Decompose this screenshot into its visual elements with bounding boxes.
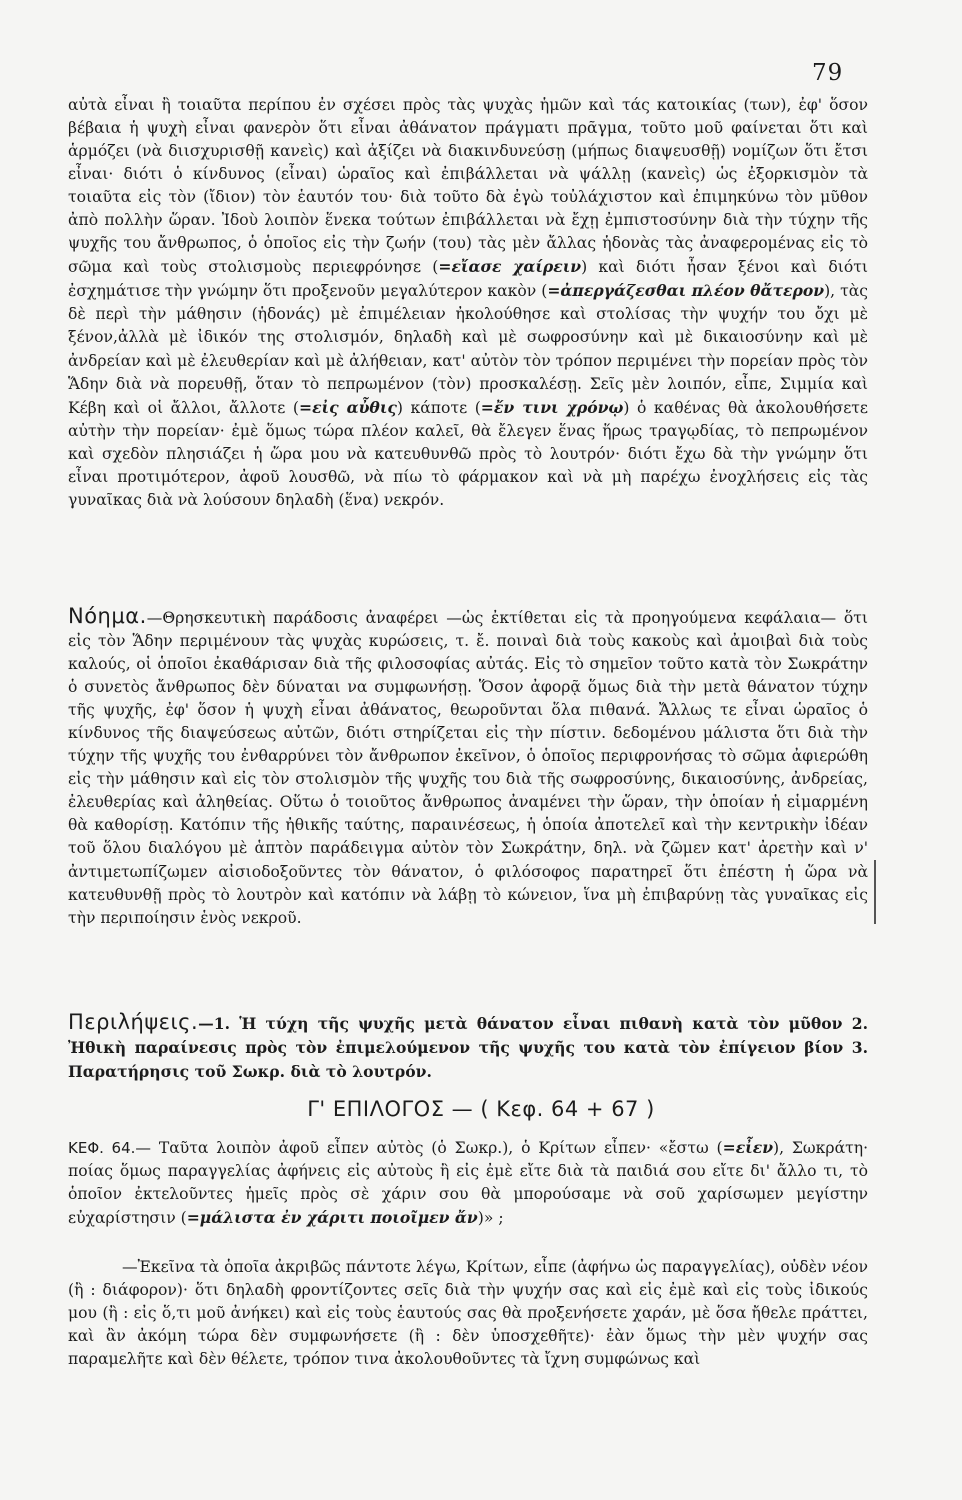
chapter-text-c: )» ; xyxy=(477,1209,504,1228)
summary-label: Περιλήψεις. xyxy=(68,1010,199,1034)
epilogue-heading-text: Γ' ΕΠΙΛΟΓΟΣ — ( Κεφ. 64 + 67 ) xyxy=(307,1097,655,1121)
chapter-text-b: ), Σωκράτη· ποίας ὅμως παραγγελίας ἀφήνεις εἰς αὐτοὺς ἢ εἰς ἐμὲ εἴτε διὰ τὰ παιδιά σου εἴτε δι' ἄλλο τι, τὸ ὁποῖον ἐκτελοῦντες ἡμεῖς πρὸς σὲ χάριν σου θὰ μπορούσαμε νὰ σοῦ χαρίσωμεν μεγίστην εὐχαρίστησιν ( xyxy=(68,1139,869,1228)
noema-paragraph xyxy=(68,605,868,930)
paragraph-main-text xyxy=(68,94,868,512)
gloss-eis-authis: =εἰς αὖθις xyxy=(299,397,397,417)
gloss-eien: =εἶεν xyxy=(722,1138,774,1157)
summary-text: —1. Ἡ τύχη τῆς ψυχῆς μετὰ θάνατον εἶναι πιθανὴ κατὰ τὸν μῦθον 2. Ἠθικὴ παραίνεσις πρὸς τὸν ἐπιμελούμενον τῆς ψυχῆς του κατὰ τὸν ἐπίγειον βίον 3. Παρατήρησις τοῦ Σωκρ. διὰ τὸ λουτρόν. xyxy=(68,1014,868,1082)
gloss-en-tini-chrono: =ἔν τινι χρόνῳ xyxy=(480,397,624,417)
paragraph-1-part-c: ), τὰς δὲ περὶ τὴν μάθησιν (ἡδονάς) μὲ ἐπιμέλειαν ἠκολούθησε καὶ στολίσας τὴν ψυχήν του ὄχι μὲ ξένον,ἀλλὰ μὲ ἰδικόν της στολισμόν, δηλαδὴ καὶ μὲ σωφροσύνην καὶ μὲ δικαιοσύνην καὶ μὲ ἀνδρείαν καὶ μὲ ἐλευθερίαν καὶ μὲ ἀλήθειαν, κατ' αὐτὸν τὸν τρόπον περιμένει τὴν πορείαν πρὸς τὸν Ἅδην διὰ νὰ πορευθῇ, ὅταν τὸ πεπρωμένον (τὸν) προσκαλέσῃ. Σεῖς μὲν λοιπόν, εἶπε, Σιμμία καὶ Κέβη καὶ οἱ ἄλλοι, ἄλλοτε ( xyxy=(68,282,868,417)
noema-label: Νόημα. xyxy=(68,604,147,628)
margin-mark xyxy=(874,860,879,924)
chapter-label: ΚΕΦ. 64. xyxy=(68,1139,136,1157)
paragraph-1-part-d: ) κάποτε ( xyxy=(396,398,481,417)
noema-text: —Θρησκευτικὴ παράδοσις ἀναφέρει —ὡς ἐκτίθεται εἰς τὰ προηγούμενα κεφάλαια— ὅτι εἰς τὸν Ἅδην περιμένουν τὰς ψυχὰς κυρώσεις, τ. ἔ. ποιναὶ διὰ τοὺς κακοὺς καὶ ἀμοιβαὶ διὰ τοὺς καλούς, οἱ ὁποῖοι ἐκαθάρισαν διὰ τῆς φιλοσοφίας αὐτάς. Εἰς τὸ σημεῖον τοῦτο κατὰ τὸν Σωκράτην ὁ συνετὸς ἄνθρωπος δὲν δύναται να συμφωνήσῃ. Ὅσον ἀφορᾷ ὅμως διὰ τὴν μετὰ θάνατον τύχην τῆς ψυχῆς, ἐφ' ὅσον ἡ ψυχὴ εἶναι ἀθάνατος, θεωροῦνται ὅλα πιθανά. Ἄλλως τε εἶναι ὡραῖος ὁ κίνδυνος τῆς διαψεύσεως αὐτῶν, διότι στηρίζεται εἰς τὴν πίστιν. δεδομένου μάλιστα ὅτι διὰ τὴν τύχην τῆς ψυχῆς του ἐνθαρρύνει τὸν ἄνθρωπον ἐκεῖνον, ὁ ὁποῖος περιφρονήσας τὸ σῶμα ἀφιερώθη εἰς τὴν μάθησιν καὶ εἰς τὸν στολισμὸν τῆς ψυχῆς του διὰ τῆς σωφροσύνης, δικαιοσύνης, ἀνδρείας, ἐλευθερίας καὶ ἀληθείας. Οὕτω ὁ τοιοῦτος ἄνθρωπος ἀναμένει τὴν ὥραν, τὴν ὁποίαν ἡ εἱμαρμένη θὰ καθορίσῃ. Κατόπιν τῆς ἠθικῆς ταύτης, παραινέσεως, ἡ ὁποία ἀποτελεῖ καὶ τὴν κεντρικὴν ἰδέαν τοῦ ὅλου διαλόγου μὲ ἁπτὸν παράδειγμα αὐτὸν τὸν Σωκράτην, δηλ. νὰ ζῶμεν κατ' ἀρετὴν καὶ ν' ἀντιμετωπίζωμεν αἰσιοδοξοῦντες τὸν θάνατον, ὁ φιλόσοφος παρατηρεῖ ὅτι ἐπέστη ἡ ὥρα νὰ κατευθυνθῇ πρὸς τὸ λουτρὸν καὶ κατόπιν νὰ λάβῃ τὸ κώνειον, ἵνα μὴ ἐπιβαρύνῃ τὰς γυναῖκας εἰς τὴν περιποίησιν ἑνὸς νεκροῦ. xyxy=(68,609,868,927)
paragraph-1-part-e: ) ὁ καθένας θὰ ἀκολουθήσετε αὐτὴν τὴν πορείαν· ἐμὲ ὅμως τώρα πλέον καλεῖ, θὰ ἔλεγεν ἕνας ἥρως τραγῳδίας, τὸ πεπρωμένον καὶ σχεδὸν πλησιάζει ἡ ὥρα μου νὰ κατευθυνθῶ πρὸς τὸ λουτρόν· διότι ἔχω δὰ τὴν γνώμην ὅτι εἶναι προτιμότερον, ἀφοῦ λουσθῶ, νὰ πίω τὸ φάρμακον καὶ νὰ μὴ παρέχω ἐνοχλήσεις εἰς τὰς γυναῖκας διὰ νὰ λούσουν δηλαδὴ (ἕνα) νεκρόν. xyxy=(68,398,869,509)
gloss-apergazesthai: =ἀπεργάζεσθαι πλέον θἄτερον xyxy=(547,281,825,301)
paragraph-1-part-b: ) καὶ διότι ἦσαν ξένοι καὶ διότι ἐσχημάτισε τὴν γνώμην ὅτι προξενοῦν μεγαλύτερον κακὸν ( xyxy=(68,258,869,301)
paragraph-1-part-a: αὐτὰ εἶναι ἢ τοιαῦτα περίπου ἐν σχέσει πρὸς τὰς ψυχὰς ἡμῶν καὶ τάς κατοικίας (των), ἐφ' ὅσον βέβαια ἡ ψυχὴ εἶναι φανερὸν ὅτι εἶναι ἀθάνατον πράγματι πρᾶγμα, τοῦτο μοῦ φαίνεται ὅτι καὶ ἁρμόζει (νὰ διισχυρισθῇ κανεὶς) καὶ ἀξίζει νὰ διακινδυνεύσῃ (μήπως διαψευσθῇ) νομίζων ὅτι ἔτσι εἶναι· διότι ὁ κίνδυνος (εἶναι) ὡραῖος καὶ ἐπιβάλλεται νὰ ψάλλῃ (κανεὶς) ὡς ἐξορκισμὸν τὰ τοιαῦτα εἰς τὸν (ἴδιον) τὸν ἑαυτόν του· διὰ τοῦτο δὰ ἐγὼ τοὐλάχιστον καὶ ἐπιμηκύνω τὸν μῦθον ἀπὸ πολλὴν ὥραν. Ἰδοὺ λοιπὸν ἕνεκα τούτων ἐπιβάλλεται νὰ ἔχῃ ἐμπιστοσύνην διὰ τὴν τύχην τῆς ψυχῆς του ἄνθρωπος, ὁ ὁποῖος εἰς τὴν ζωήν (του) τὰς μὲν ἄλλας ἡδονὰς τὰς ἀναφερομένας εἰς τὸ σῶμα καὶ τοὺς στολισμοὺς περιεφρόνησε ( xyxy=(68,96,868,277)
gloss-eiase-chairein: =εἴασε χαίρειν xyxy=(438,257,582,277)
summary-paragraph xyxy=(68,1011,868,1084)
epilogue-heading xyxy=(0,1097,962,1121)
page-number: 79 xyxy=(812,60,844,86)
chapter-text-a: — Ταῦτα λοιπὸν ἀφοῦ εἶπεν αὐτὸς (ὁ Σωκρ.), ὁ Κρίτων εἶπεν· «ἔστω ( xyxy=(135,1139,723,1157)
gloss-malista: =μάλιστα ἐν χάριτι ποιοῖμεν ἄν xyxy=(186,1208,478,1228)
reply-paragraph: —Ἐκεῖνα τὰ ὁποῖα ἀκριβῶς πάντοτε λέγω, Κρίτων, εἶπε (ἀφήνω ὡς παραγγελίας), οὐδὲν νέον (ἢ : διάφορον)· ὅτι δηλαδὴ φροντίζοντες σεῖς διὰ τὴν ψυχήν σας καὶ εἰς ἐμὲ καὶ εἰς τοὺς ἰδικούς μου (ἢ : εἰς ὅ,τι μοῦ ἀνήκει) καὶ εἰς τοὺς ἑαυτούς σας θὰ προξενήσετε χαράν, μὲ ὅσα ἤθελε πράττει, καὶ ἂν ἀκόμη τώρα δὲν συμφωνήσετε (ἢ : δὲν ὑποσχεθῆτε)· ἐὰν ὅμως τὴν μὲν ψυχήν σας παραμελῆτε καὶ δὲν θέλετε, τρόπον τινα ἀκολουθοῦντες τὰ ἴχνη συμφώνως καὶ xyxy=(68,1258,868,1369)
chapter-64-paragraph xyxy=(68,1136,868,1230)
